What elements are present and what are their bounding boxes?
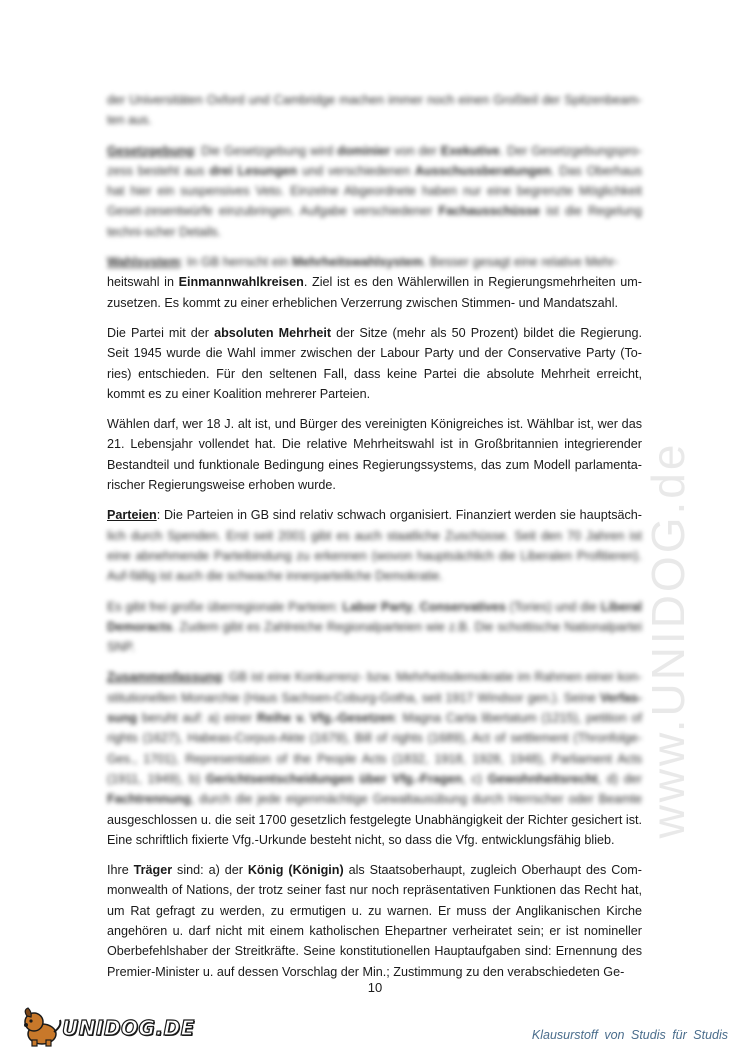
watermark-text: www.UNIDOG.de [642, 441, 694, 839]
section-heading-zusammenfassung: Zusammenfassung [107, 670, 222, 685]
footer-tagline: Klausurstoff von Studis für Studis [531, 1028, 728, 1042]
traeger-paragraph [107, 860, 642, 982]
section-heading-wahlsystem: Wahlsystem [107, 255, 181, 270]
logo-text: UNIDOG.DE [62, 1016, 195, 1040]
bold-term: Liberal Demoracts [107, 599, 642, 634]
text-run: : Die Gesetzgebung wird [193, 143, 338, 158]
bold-term: Fachtrennung [107, 792, 191, 807]
blurred-intro-paragraph [107, 90, 642, 131]
bold-term: Mehrheitswahlsystem [292, 255, 423, 270]
text-run: , durch die jede eigenmächtige Gewaltausübung durch Herrscher oder Beamte [190, 792, 642, 807]
bold-term: Einmannwahlkreisen [178, 275, 304, 290]
text-run: Es gibt frei große überregionale Parteien: [107, 599, 343, 614]
dog-icon [20, 1006, 64, 1048]
text-run: der Sitze (mehr als 50 Prozent) bildet die Regierung. Seit 1945 wurde die Wahl immer zwischen der Labour Party und der Conservative Party (To-ries) entschieden. Für den seltenen Fall, dass keine Partei die absolute Mehrheit erreicht, kommt es zu einer Koalition mehrerer Parteien. [107, 325, 643, 401]
text-run: : In GB herrscht ein [180, 255, 293, 270]
bold-term: Träger [133, 863, 173, 878]
blurred-line: der Universitäten Oxford und Cambridge machen immer noch einen Großteil der Spitzenbeam- [107, 93, 642, 107]
text-run: beruht auf: a) einer [137, 711, 257, 726]
text-run: , [412, 599, 420, 614]
text-run: , d) der [597, 771, 642, 786]
page-number: 10 [367, 980, 383, 995]
text-run: heitswahl in [107, 275, 179, 290]
text-run: und verschiedenen [297, 163, 416, 178]
bold-term: Gewohnheitsrecht [487, 771, 598, 786]
waehlen-paragraph: Wählen darf, wer 18 J. alt ist, und Bürger des vereinigten Königreiches ist. Wählbar ist, wer das 21. Lebensjahr vollendet hat. Die relative Mehrheitswahl ist in Großbritannien integrierender Bestandteil und funktionale Bedingung eines Regierungssystems, das zum Modell parlamenta-rischer Regierungsweise erhoben wurde. [107, 417, 642, 493]
blurred-block [107, 670, 642, 806]
bold-term: drei Lesungen [209, 163, 298, 178]
text-run: von der [390, 143, 441, 158]
bold-term: Verfas-sung [107, 690, 642, 726]
document-body [107, 90, 642, 992]
text-run: ausgeschlossen u. die seit 1700 gesetzlich festgelegte Unabhängigkeit der Richter gesichert ist. Eine schriftlich fixierte Vfg.-Urkunde besteht nicht, so dass die Vfg. entwicklungsfähig blieb. [107, 812, 642, 847]
text-run: (Tories) und die [505, 599, 601, 614]
text-run: ist die Regelung techni-scher Details. [107, 204, 642, 239]
text-run: Ihre [107, 863, 134, 878]
text-run: : GB ist eine Konkurrenz- bzw. Mehrheitsdemokratie im Rahmen einer kon-stitutionellen Monarchie (Haus Sachsen-Coburg-Gotha, seit 1917 Windsor gen.). Seine [107, 670, 642, 705]
text-run: sind: a) der [172, 863, 248, 878]
text-run: . Der Gesetzgebungspro-zess besteht aus [107, 143, 642, 178]
section-heading-parteien: Parteien [107, 508, 157, 523]
bold-term: Ausschussberatungen [415, 163, 551, 178]
text-run: . Ziel ist es den Wählerwillen in Regierungsmehrheiten um-zusetzen. Es kommt zu einer erheblichen Verzerrung zwischen Stimmen- und Mandatszahl. [107, 275, 642, 310]
bold-term: Labor Party [342, 599, 413, 614]
bold-term: Gerichtsentscheidungen über Vfg.-Fragen [205, 771, 463, 786]
text-run: : Die Parteien in GB sind relativ schwach organisiert. Finanziert werden sie hauptsäch- [156, 508, 642, 523]
text-run: als Staatsoberhaupt, zugleich Oberhaupt des Com-monwealth of Nations, der trotz seiner fast nur noch repräsentativen Funktionen das Recht hat, um Rat gefragt zu werden, zu ermutigen u. zu warnen. Er muss der Anglikanischen Kirche angehören u. darf nicht mit einem katholischen Ehepartner verheiratet sein; er ist nomineller Oberbefehlshaber der Streitkräfte. Seine konstitutionellen Hauptaufgaben sind: Ernennung des Premier-Minister u. auf dessen Vorschlag der Min.; Zustimmung zu den verabschiedeten Ge- [107, 863, 642, 979]
text-run: : Magna Carta libertatum (1215), petition of rights (1627), Habeas-Corpus-Akte (1679), Bill of rights (1689), Act of settlement (Thronfolge-Ges., 1701), Representation of the People Acts (1832, 1918, 1928, 1948), Parliament Acts (1911, 1949), b) [107, 711, 643, 786]
text-run: . Besser gesagt eine relative Mehr- [422, 255, 619, 270]
grosse-parteien-paragraph [107, 597, 642, 658]
blurred-line: lich durch Spenden. Erst seit 2001 gibt es auch staatliche Zuschüsse. Seit den 70 Jahren ist eine abnehmende Parteibindung zu erkennen (wovon hauptsächlich die Liberalen Profitieren). Auf-fällig ist auch die schwache innerparteiliche Demokratie. [107, 528, 642, 584]
text-run: Die Partei mit der [107, 325, 215, 340]
blurred-line [107, 252, 618, 272]
text-run: . Zudem gibt es Zahlreiche Regionalparteien wie z.B. Die schottische Nationalpartei SNP. [107, 619, 642, 655]
zusammenfassung-paragraph [107, 667, 642, 850]
partei-paragraph [107, 323, 642, 404]
text-run: . Das Oberhaus hat hier ein suspensives Veto. Einzelne Abgeordnete haben nur eine begrenzte Möglichkeit Geset-zesentwürfe einzubringen. Aufgabe verschiedener [107, 163, 642, 219]
unidog-logo[interactable] [20, 1006, 195, 1048]
section-heading-gesetzgebung: Gesetzgebung [107, 143, 194, 158]
parteien-paragraph [107, 505, 642, 586]
bold-term: Fachausschüsse [438, 204, 541, 219]
wahlsystem-paragraph [107, 252, 642, 313]
bold-term: absoluten Mehrheit [214, 325, 332, 340]
bold-term: dominier [337, 143, 391, 158]
text-run: , c) [462, 771, 488, 786]
blurred-line: ten aus. [107, 113, 152, 128]
bold-term: Exekutive [440, 143, 500, 158]
gesetzgebung-paragraph [107, 141, 642, 242]
bold-term: Reihe v. Vfg.-Gesetzen [256, 711, 395, 726]
bold-term: König (Königin) [247, 863, 344, 878]
bold-term: Conservatives [419, 599, 506, 614]
